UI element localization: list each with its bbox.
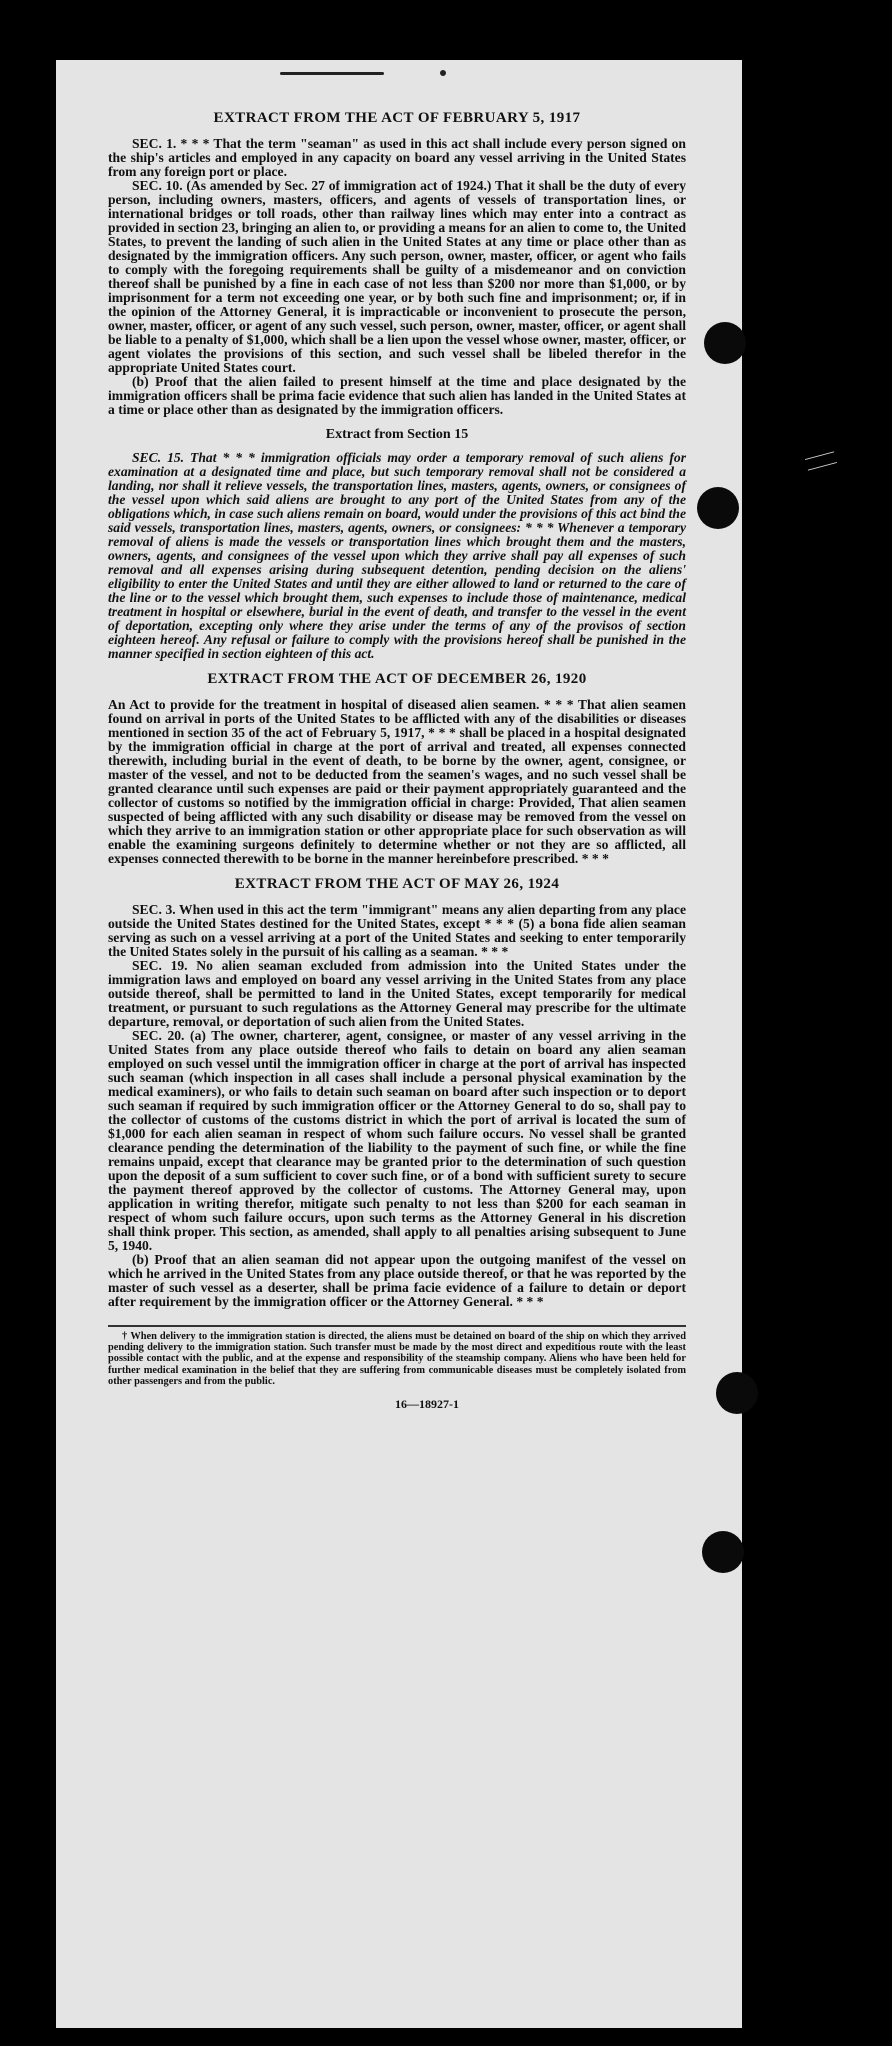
punch-hole — [716, 1372, 758, 1414]
form-code: 16—18927-1 — [395, 1397, 459, 1412]
paragraph: SEC. 10. (As amended by Sec. 27 of immigration act of 1924.) That it shall be the duty of every person, including owners, masters, officers, and agents of vessels of transportation lines, or international bridges or toll roads, other than railway lines which may enter into a contract as provided in section 23, bringing an alien to, or providing a means for an alien to come to, the United States, to prevent the landing of such alien in the United States at any time or place other than as designated by the immigration officers. Any such person, owner, master, officer, or agent who fails to comply with the foregoing requirements shall be guilty of a misdemeanor and on conviction thereof shall be punished by a fine in each case of not less than $200 nor more than $1,000, or by imprisonment for a term not exceeding one year, or by both such fine and imprisonment; or, if in the opinion of the Attorney General, it is impracticable or inconvenient to prosecute the person, owner, master, officer, or agent of any such vessel, such person, owner, master, officer, or agent shall be liable to a penalty of $1,000, which shall be a lien upon the vessel whose owner, master, officer, or agent violates the provisions of this section, and such vessel shall be libeled therefor in the appropriate United States court. — [108, 178, 686, 375]
punch-hole — [697, 487, 739, 529]
section-heading: Extract from Section 15 — [325, 427, 469, 442]
footnote — [108, 1325, 686, 1387]
section-extract-15 — [108, 427, 686, 661]
section-heading: EXTRACT FROM THE ACT OF DECEMBER 26, 1920 — [207, 671, 587, 687]
paragraph: An Act to provide for the treatment in hospital of diseased alien seamen. * * * That alien seamen found on arrival in ports of the United States to be afflicted with any of the disabilities or diseases mentioned in section 35 of the act of February 5, 1917, * * * shall be placed in a hospital designated by the immigration official in charge at the port of arrival and treated, all expenses connected therewith, including burial in the event of death, to be borne by the owner, agent, consignee, or master of the vessel, and not to be deducted from the seamen's wages, and no such vessel shall be granted clearance until such expenses are paid or their payment appropriately guaranteed and the collector of customs so notified by the immigration official in charge: Provided, That alien seamen suspected of being afflicted with any such disability or disease may be removed from the vessel on which they arrive to an immigration station or other appropriate place for such observation as will enable the examining surgeons definitely to determine whether or not they are so afflicted, all expenses connected therewith to be borne in the manner hereinbefore prescribed. * * * — [108, 697, 686, 866]
ornament-rule — [280, 72, 384, 75]
footnote-text: † When delivery to the immigration station is directed, the aliens must be detained on board of the ship on which they arrived pending delivery to the immigration station. Such transfer must be made by the most direct and expeditious route with the least possible contact with the public, and at the expense and responsibility of the steamship company. Aliens who have been held for further medical examination in the belief that they are suffering from communicable diseases must be completely isolated from other passengers and from the public. — [108, 1331, 686, 1387]
scan-mark — [805, 451, 837, 470]
document-page — [56, 60, 742, 2028]
section-heading: EXTRACT FROM THE ACT OF MAY 26, 1924 — [234, 876, 560, 892]
section-heading: EXTRACT FROM THE ACT OF FEBRUARY 5, 1917 — [213, 110, 581, 126]
paragraph: SEC. 15. That * * * immigration officials may order a temporary removal of such aliens for examination at a designated time and place, but such temporary removal shall not be considered a landing, nor shall it relieve vessels, the transportation lines, masters, agents, owners, or consignees of the vessel upon which said aliens are brought to any port of the United States from any of the obligations which, in case such aliens remain on board, would under the provisions of this act bind the said vessels, transportation lines, masters, agents, owners, or consignees: * * * Whenever a temporary removal of aliens is made the vessels or transportation lines which brought them and the masters, owners, agents, and consignees of the vessel upon which they arrive shall pay all expenses of such removal and all expenses arising during subsequent detention, pending decision on the aliens' eligibility to enter the United States and until they are either allowed to land or returned to the care of the line or to the vessel which brought them, such expenses to include those of maintenance, medical treatment in hospital or elsewhere, burial in the event of death, and transfer to the vessel in the event of deportation, excepting only where they arise under the terms of any of the provisos of section eighteen hereof. Any refusal or failure to comply with the provisions hereof shall be punished in the manner specified in section eighteen of this act. — [108, 450, 686, 661]
section-act-1924 — [108, 876, 686, 1309]
punch-hole — [704, 322, 746, 364]
punch-hole — [702, 1531, 744, 1573]
section-act-1920 — [108, 671, 686, 866]
section-act-1917 — [108, 110, 686, 417]
paragraph: (b) Proof that an alien seaman did not appear upon the outgoing manifest of the vessel on which he arrived in the United States from any place outside thereof, or that he was reported by the master of such vessel as a deserter, shall be prima facie evidence of a failure to detain or deport after requirement by the immigration officer or the Attorney General. * * * — [108, 1252, 686, 1309]
paragraph: SEC. 1. * * * That the term "seaman" as used in this act shall include every person signed on the ship's articles and employed in any capacity on board any vessel arriving in the United States from any foreign port or place. — [108, 136, 686, 179]
paragraph: SEC. 20. (a) The owner, charterer, agent, consignee, or master of any vessel arriving in the United States from any place outside thereof who fails to detain on board any alien seaman employed on such vessel until the immigration officer in charge at the port of arrival has inspected such seaman (which inspection in all cases shall include a personal physical examination by the medical examiners), or who fails to detain such seaman on board after such inspection or to deport such seaman if required by such immigration officer or the Attorney General to do so, shall pay to the collector of customs of the customs district in which the port of arrival is located the sum of $1,000 for each alien seaman in respect of whom such failure occurs. No vessel shall be granted clearance pending the determination of the liability to the payment of such fine, or while the fine remains unpaid, except that clearance may be granted prior to the determination of such question upon the deposit of a sum sufficient to cover such fine, or of a bond with sufficient surety to secure the payment thereof approved by the collector of customs. The Attorney General may, upon application in writing therefor, mitigate such penalty to not less than $200 for each seaman in respect of whom such failure occurs, upon such terms as the Attorney General in his discretion shall think proper. This section, as amended, shall apply to all penalties arising subsequent to June 5, 1940. — [108, 1028, 686, 1253]
ornament-dot — [440, 70, 446, 76]
paragraph: SEC. 3. When used in this act the term "immigrant" means any alien departing from any place outside the United States destined for the United States, except * * * (5) a bona fide alien seaman serving as such on a vessel arriving at a port of the United States and seeking to enter temporarily the United States solely in the pursuit of his calling as a seaman. * * * — [108, 902, 686, 959]
paragraph: SEC. 19. No alien seaman excluded from admission into the United States under the immigration laws and employed on board any vessel arriving in the United States from any place outside thereof, shall be permitted to land in the United States, except temporarily for medical treatment, or pursuant to such regulations as the Attorney General may prescribe for the ultimate departure, removal, or deportation of such alien from the United States. — [108, 958, 686, 1029]
paragraph: (b) Proof that the alien failed to present himself at the time and place designated by the immigration officers shall be prima facie evidence that such alien has landed in the United States at a time or place other than as designated by the immigration officers. — [108, 374, 686, 417]
